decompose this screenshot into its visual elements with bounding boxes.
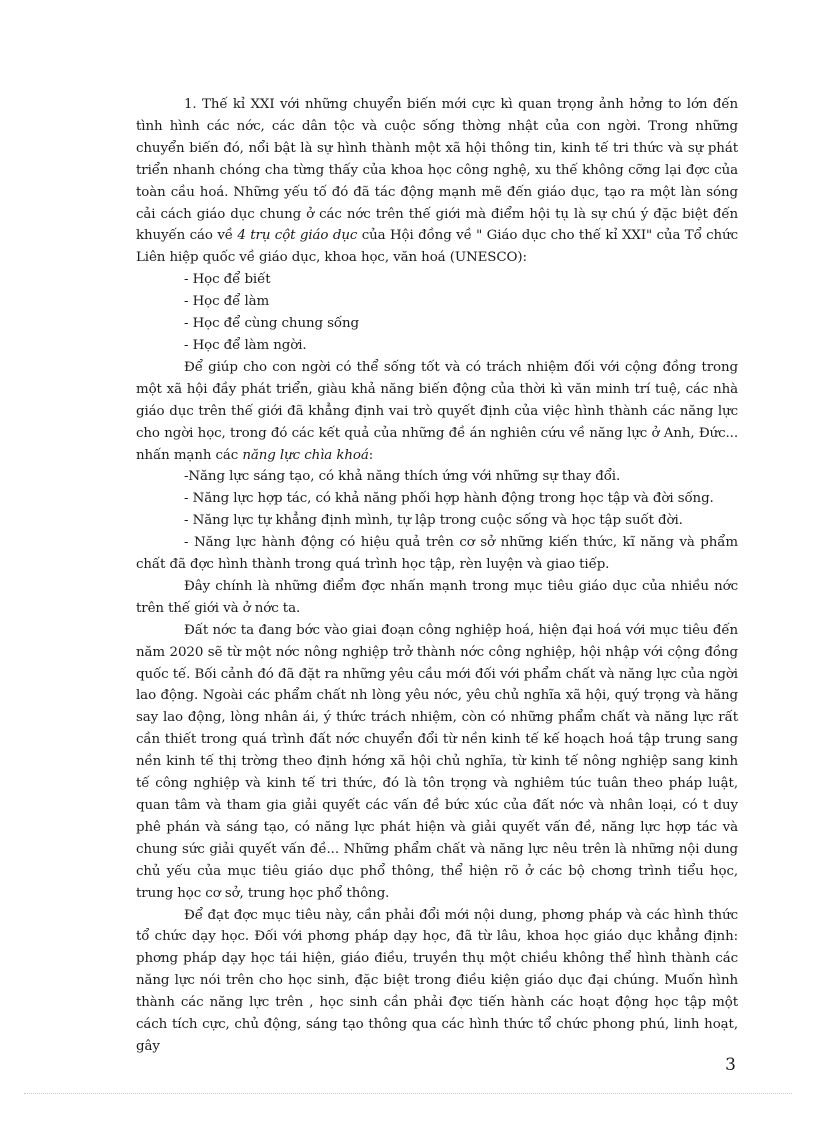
paragraph-industrialization: Đất nớc ta đang bớc vào giai đoạn công nghiệp hoá, hiện đại hoá với mục tiêu đến năm 2020 sẽ từ một nớc nông nghiệp trở thành nớc công nghiệp, hội nhập với cộng đồng quốc tế. Bối cảnh đó đã đặt ra những yêu cầu mới đối với phẩm chất và năng lực của ngời lao động. Ngoài các phẩm chất nh lòng yêu nớc, yêu chủ nghĩa xã hội, quý trọng và hăng say lao động, lòng nhân ái, ý thức trách nhiệm, còn có những phẩm chất và năng lực rất cần thiết trong quá trình đất nớc chuyển đổi từ nền kinh tế kế hoạch hoá tập trung sang nền kinh tế thị trờng theo định hớng xã hội chủ nghĩa, từ kinh tế nông nghiệp sang kinh tế công nghiệp và kinh tế tri thức, đó là tôn trọng và nghiêm túc tuân theo pháp luật, quan tâm và tham gia giải quyết các vấn đề bức xúc của đất nớc và nhân loại, có t duy phê phán và sáng tạo, có năng lực phát hiện và giải quyết vấn đề, năng lực hợp tác và chung sức giải quyết vấn đề... Những phẩm chất và năng lực nêu trên là những nội dung chủ yếu của mục tiêu giáo dục phổ thông, thể hiện rõ ở các bộ chơng trình tiểu học, trung học cơ sở, trung học phổ thông. bbox=[136, 622, 738, 901]
list-item-pillar-4: - Học để làm ngời. bbox=[184, 337, 307, 353]
paragraph-competencies-intro bbox=[136, 357, 738, 467]
body-text bbox=[136, 94, 738, 1058]
list-item-competency-1: -Năng lực sáng tạo, có khả năng thích ứng với những sự thay đổi. bbox=[184, 469, 621, 485]
competencies-text-b: : bbox=[368, 447, 374, 463]
intro-text-b: của Hội đồng về " Giáo dục cho thế kỉ XXI" của Tổ chức Liên hiệp quốc về giáo dục, khoa học, văn hoá (UNESCO): bbox=[136, 228, 738, 266]
paragraph-emphasis: Đây chính là những điểm đợc nhấn mạnh trong mục tiêu giáo dục của nhiều nớc trên thế giới và ở nớc ta. bbox=[136, 578, 738, 616]
paragraph-intro bbox=[136, 94, 738, 269]
intro-text-a: 1. Thế kỉ XXI với những chuyển biến mới cực kì quan trọng ảnh hởng to lớn đến tình hình các nớc, các dân tộc và cuộc sống thờng nhật của con ngời. Trong những chuyển biến đó, nổi bật là sự hình thành một xã hội thông tin, kinh tế tri thức và sự phát triển nhanh chóng cha từng thấy của khoa học công nghệ, xu thế không cỡng lại đợc của toàn cầu hoá. Những yếu tố đó đã tác động mạnh mẽ đến giáo dục, tạo ra một làn sóng cải cách giáo dục chung ở các nớc trên thế giới mà điểm hội tụ là sự chú ý đặc biệt đến khuyến cáo về bbox=[136, 97, 738, 244]
competencies-emphasis: năng lực chìa khoá bbox=[242, 447, 369, 463]
list-item-competency-4: - Năng lực hành động có hiệu quả trên cơ sở những kiến thức, kĩ năng và phẩm chất đã đợc hình thành trong quá trình học tập, rèn luyện và giao tiếp. bbox=[136, 535, 738, 573]
list-item-pillar-1: - Học để biết bbox=[184, 272, 271, 288]
list-item-pillar-3: - Học để cùng chung sống bbox=[184, 316, 359, 332]
competencies-text-a: Để giúp cho con ngời có thể sống tốt và có trách nhiệm đối với cộng đồng trong một xã hội đầy phát triển, giàu khả năng biến động của thời kì văn minh trí tuệ, các nhà giáo dục trên thế giới đã khẳng định vai trò quyết định của việc hình thành các năng lực cho ngời học, trong đó các kết quả của những đề án nghiên cứu về năng lực ở Anh, Đức... nhấn mạnh các bbox=[136, 359, 738, 463]
intro-emphasis: 4 trụ cột giáo dục bbox=[237, 228, 358, 244]
page-number: 3 bbox=[725, 1055, 736, 1075]
list-item-competency-3: - Năng lực tự khẳng định mình, tự lập trong cuộc sống và học tập suốt đời. bbox=[184, 513, 683, 529]
page-bottom-divider bbox=[24, 1093, 792, 1094]
paragraph-methods: Để đạt đợc mục tiêu này, cần phải đổi mới nội dung, phơng pháp và các hình thức tổ chức dạy học. Đối với phơng pháp dạy học, đã từ lâu, khoa học giáo dục khẳng định: phơng pháp dạy học tái hiện, giáo điều, truyền thụ một chiều không thể hình thành các năng lực nói trên cho học sinh, đặc biệt trong điều kiện giáo dục đại chúng. Muốn hình thành các năng lực trên , học sinh cần phải đợc tiến hành các hoạt động học tập một cách tích cực, chủ động, sáng tạo thông qua các hình thức tổ chức phong phú, linh hoạt, gây bbox=[136, 907, 738, 1054]
list-item-pillar-2: - Học để làm bbox=[184, 294, 270, 310]
list-item-competency-2: - Năng lực hợp tác, có khả năng phối hợp hành động trong học tập và đời sống. bbox=[184, 491, 714, 507]
